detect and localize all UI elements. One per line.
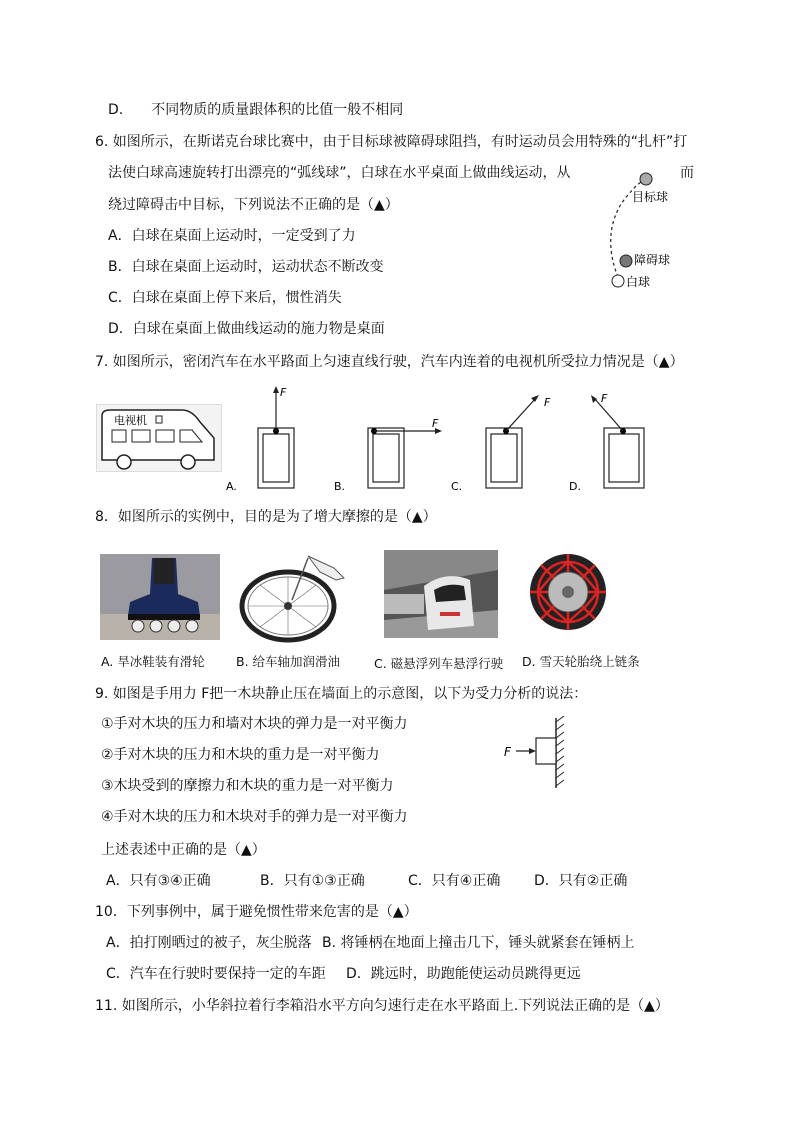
q10-option-c: C．汽车在行驶时要保持一定的车距	[106, 966, 326, 982]
q7-force-label-d: F	[601, 392, 608, 405]
q8-caption-d: D. 雪天轮胎绕上链条	[522, 654, 640, 669]
q7-van-figure	[96, 404, 222, 472]
q6-option-d: D．白球在桌面上做曲线运动的施力物是桌面	[108, 321, 385, 337]
q8-caption-c: C. 磁悬浮列车悬浮行驶	[374, 656, 504, 671]
q9-statement-2: ②手对木块的压力和木块的重力是一对平衡力	[101, 747, 380, 763]
cue-ball-icon	[612, 275, 624, 287]
q6-option-b: B．白球在桌面上运动时，运动状态不断改变	[108, 259, 384, 275]
q7-force-label-b: F	[432, 417, 439, 430]
q7-diagram-a	[226, 386, 294, 493]
q7-option-label-d: D.	[569, 480, 581, 493]
q9-option-c: C．只有④正确	[408, 873, 501, 889]
q8-photo-tire-chain	[528, 548, 608, 636]
q6-option-c: C．白球在桌面上停下来后，惯性消失	[108, 290, 342, 306]
q7-options-figure	[226, 384, 650, 496]
q6-stem-line1: 6. 如图所示，在斯诺克台球比赛中，由于目标球被障碍球阻挡，有时运动员会用特殊的“扎杆”打	[95, 134, 688, 150]
q9-statement-1: ①手对木块的压力和墙对木块的弹力是一对平衡力	[101, 716, 408, 732]
q9-force-label: F	[504, 745, 511, 759]
q7-diagram-d	[569, 392, 644, 493]
q11-stem: 11. 如图所示，小华斜拉着行李箱沿水平方向匀速行走在水平路面上.下列说法正确的是（▲）	[95, 998, 669, 1014]
q5-option-d: D. 不同物质的质量跟体积的比值一般不相同	[108, 102, 404, 118]
q9-stem: 9. 如图是手用力 F把一木块静止压在墙面上的示意图，以下为受力分析的说法：	[95, 686, 588, 702]
q7-stem: 7. 如图所示，密闭汽车在水平路面上匀速直线行驶，汽车内连着的电视机所受拉力情况是（▲）	[95, 354, 684, 370]
q9-option-b: B．只有①③正确	[260, 873, 365, 889]
q8-photo-bicycle-wheel	[236, 550, 346, 644]
q9-statement-4: ④手对木块的压力和木块对手的弹力是一对平衡力	[101, 809, 408, 825]
cue-ball-label: 白球	[626, 275, 651, 289]
q6-stem-line2: 法使白球高速旋转打出漂亮的“弧线球”，白球在水平桌面上做曲线运动，从	[108, 165, 571, 181]
q7-force-label-a: F	[280, 386, 287, 399]
obstacle-ball-icon	[620, 255, 632, 267]
q8-caption-a: A. 旱冰鞋装有滑轮	[101, 654, 205, 669]
q10-option-b: B. 将锤柄在地面上撞击几下，锤头就紧套在锤柄上	[322, 935, 635, 951]
q10-option-a: A．拍打刚晒过的被子，灰尘脱落	[106, 935, 312, 951]
q7-option-label-b: B.	[334, 480, 346, 493]
q6-ball-path-figure	[600, 165, 680, 295]
tv-label: 电视机	[114, 414, 147, 427]
q8-caption-b: B. 给车轴加润滑油	[236, 654, 341, 669]
q10-option-d: D．跳远时，助跑能使运动员跳得更远	[346, 966, 581, 982]
q6-stem-line2-end: 而	[680, 165, 694, 181]
q6-option-a: A．白球在桌面上运动时，一定受到了力	[108, 228, 356, 244]
q7-diagram-c	[451, 395, 551, 493]
q7-diagram-b	[334, 417, 442, 493]
q9-conclusion: 上述表述中正确的是（▲）	[101, 842, 266, 858]
q7-option-label-a: A.	[226, 480, 237, 493]
q7-option-label-c: C.	[451, 480, 463, 493]
q10-stem: 10．下列事例中，属于避免惯性带来危害的是（▲）	[95, 904, 418, 920]
block	[536, 738, 556, 764]
q9-option-d: D．只有②正确	[534, 873, 628, 889]
obstacle-ball-label: 障碍球	[634, 253, 671, 267]
q9-statement-3: ③木块受到的摩擦力和木块的重力是一对平衡力	[101, 778, 394, 794]
q9-wall-block-figure	[500, 716, 580, 792]
q8-photo-roller-skate	[100, 554, 220, 640]
q7-force-label-c: F	[544, 396, 551, 409]
q6-stem-line3: 绕过障碍击中目标，下列说法不正确的是（▲）	[108, 197, 399, 213]
target-ball-label: 目标球	[632, 190, 669, 204]
q8-stem: 8．如图所示的实例中，目的是为了增大摩擦的是（▲）	[95, 509, 437, 525]
q8-photo-maglev-train	[384, 550, 498, 638]
q9-option-a: A．只有③④正确	[106, 873, 211, 889]
target-ball-icon	[640, 173, 652, 185]
